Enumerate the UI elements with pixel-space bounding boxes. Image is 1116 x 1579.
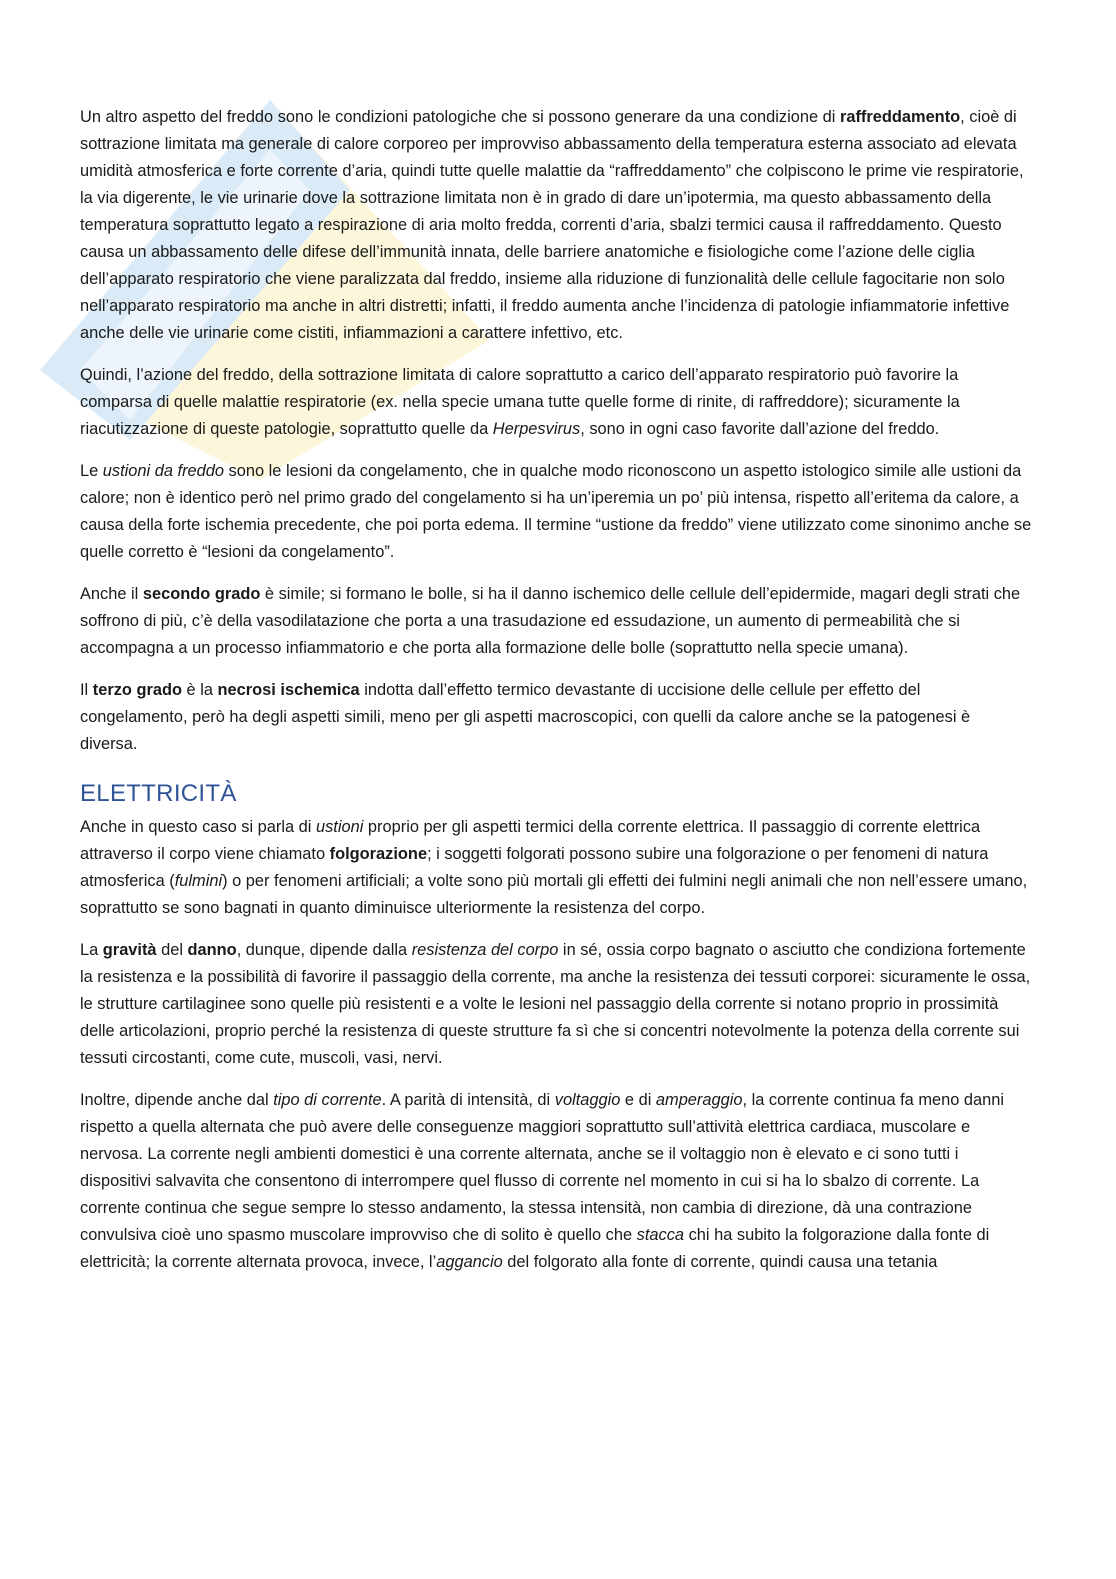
italic-term: fulmini — [174, 872, 223, 890]
paragraph — [80, 458, 1032, 566]
italic-term: resistenza del corpo — [411, 941, 559, 959]
text-run: sono le lesioni da congelamento, che in qualche modo riconoscono un aspetto istologico simile alle ustioni da calore; non è identico però nel primo grado del congelamento si ha un’iperemia un po’ più intensa, rispetto all’eritema da calore, a causa della forte ischemia precedente, che poi porta edema. Il termine “ustione da freddo” viene utilizzato come sinonimo anche se quelle corretto è “lesioni da congelamento”. — [80, 462, 1032, 561]
document-page — [80, 104, 1032, 1291]
bold-term: folgorazione — [329, 845, 428, 863]
text-run: . A parità di intensità, di — [381, 1091, 555, 1109]
bold-term: gravità — [102, 941, 157, 959]
paragraph — [80, 581, 1032, 662]
text-run: è simile; si formano le bolle, si ha il danno ischemico delle cellule dell’epidermide, magari degli strati che soffrono di più, c’è della vasodilatazione che porta a una trasudazione ed essudazione, un aumento di permeabilità che si accompagna a un processo infiammatorio e che porta alla formazione delle bolle (soprattutto nella specie umana). — [80, 585, 1021, 657]
text-run: , dunque, dipende dalla — [236, 941, 412, 959]
bold-term: danno — [187, 941, 237, 959]
text-run: Anche in questo caso si parla di — [80, 818, 316, 836]
italic-term: ustioni da freddo — [102, 462, 224, 480]
text-run: Quindi, l’azione del freddo, della sottrazione limitata di calore soprattutto a carico dell’apparato respiratorio può favorire la comparsa di quelle malattie respiratorie (ex. nella specie umana tutte quelle forme di rinite, di raffreddore); sicuramente la riacutizzazione di queste patologie, soprattutto quelle da — [80, 366, 960, 438]
text-run: ; i soggetti folgorati possono subire una folgorazione o per fenomeni di natura atmosferica ( — [80, 845, 989, 890]
text-run: del — [156, 941, 188, 959]
paragraph — [80, 1087, 1032, 1276]
text-run: ) o per fenomeni artificiali; a volte sono più mortali gli effetti dei fulmini negli animali che non nell’essere umano, soprattutto se sono bagnati in quanto diminuisce ulteriormente la resistenza del corpo. — [80, 872, 1028, 917]
text-run: , sono in ogni caso favorite dall’azione del freddo. — [580, 420, 940, 438]
paragraph — [80, 362, 1032, 443]
text-run: ELETTRICITÀ — [80, 780, 237, 807]
text-run: , cioè di sottrazione limitata ma generale di calore corporeo per improvviso abbassamento della temperatura esterna associato ad elevata umidità atmosferica e forte corrente d’aria, quindi tutte quelle malattie da “raffreddamento” che colpiscono le prime vie respiratorie, la via digerente, le vie urinarie dove la sottrazione limitata non è in grado di dare un’ipotermia, ma questo abbassamento della temperatura soprattutto legato a respirazione di aria molto fredda, correnti d’aria, sbalzi termici causa il raffreddamento. Questo causa un abbassamento delle difese dell’immunità innata, delle barriere anatomiche e fisiologiche come l’azione delle ciglia dell’apparato respiratorio che viene paralizzata dal freddo, insieme alla riduzione di funzionalità delle cellule fagocitarie non solo nell’apparato respiratorio ma anche in altri distretti; infatti, il freddo aumenta anche l’incidenza di patologie infiammatorie infettive anche delle vie urinarie come cistiti, infiammazioni a carattere infettivo, etc. — [80, 108, 1024, 342]
text-run: Un altro aspetto del freddo sono le condizioni patologiche che si possono generare da una condizione di — [80, 108, 840, 126]
text-run: in sé, ossia corpo bagnato o asciutto che condiziona fortemente la resistenza e la possibilità di favorire il passaggio della corrente, ma anche la resistenza dei tessuti corporei: sicuramente le ossa, le strutture cartilaginee sono quelle più resistenti e a volte le lesioni nel passaggio della corrente si notano proprio in prossimità delle articolazioni, proprio perché la resistenza di queste strutture fa sì che si concentri notevolmente la potenza della corrente sui tessuti circostanti, come cute, muscoli, vasi, nervi. — [80, 941, 1031, 1067]
text-run: indotta dall’effetto termico devastante di uccisione delle cellule per effetto del congelamento, però ha degli aspetti simili, meno per gli aspetti macroscopici, con quelli da calore anche se la patogenesi è diversa. — [80, 681, 971, 753]
text-run: proprio per gli aspetti termici della corrente elettrica. Il passaggio di corrente elettrica attraverso il corpo viene chiamato — [80, 818, 981, 863]
paragraph — [80, 104, 1032, 347]
italic-term: amperaggio — [655, 1091, 743, 1109]
paragraph — [80, 937, 1032, 1072]
bold-term: necrosi ischemica — [217, 681, 360, 699]
text-run: e di — [620, 1091, 656, 1109]
bold-term: terzo grado — [92, 681, 182, 699]
text-run: Il — [80, 681, 93, 699]
text-run: Anche il — [80, 585, 143, 603]
text-run: Inoltre, dipende anche dal — [80, 1091, 274, 1109]
text-run: è la — [182, 681, 218, 699]
text-run: Le — [80, 462, 103, 480]
italic-term: aggancio — [436, 1253, 503, 1271]
paragraph — [80, 814, 1032, 922]
italic-term: stacca — [636, 1226, 685, 1244]
text-run: La — [80, 941, 103, 959]
paragraph — [80, 677, 1032, 758]
bold-term: secondo grado — [142, 585, 261, 603]
section-heading — [80, 778, 1032, 810]
italic-term: tipo di corrente — [273, 1091, 382, 1109]
bold-term: raffreddamento — [839, 108, 961, 126]
text-run: chi ha subito la folgorazione dalla fonte di elettricità; la corrente alternata provoca, invece, l’ — [80, 1226, 990, 1271]
text-run: del folgorato alla fonte di corrente, quindi causa una tetania — [502, 1253, 938, 1271]
italic-term: voltaggio — [554, 1091, 621, 1109]
text-run: , la corrente continua fa meno danni rispetto a quella alternata che può avere delle conseguenze maggiori soprattutto sull’attività elettrica cardiaca, muscolare e nervosa. La corrente negli ambienti domestici è una corrente alternata, anche se il voltaggio non è elevato e ci sono tutti i dispositivi salvavita che consentono di interrompere quel flusso di corrente nel momento in cui si ha lo sbalzo di corrente. La corrente continua che segue sempre lo stesso andamento, la stessa intensità, non cambia di direzione, dà una contrazione convulsiva cioè uno spasmo muscolare improvviso che di solito è quello che — [80, 1091, 1005, 1244]
italic-term: Herpesvirus — [492, 420, 581, 438]
italic-term: ustioni — [315, 818, 364, 836]
